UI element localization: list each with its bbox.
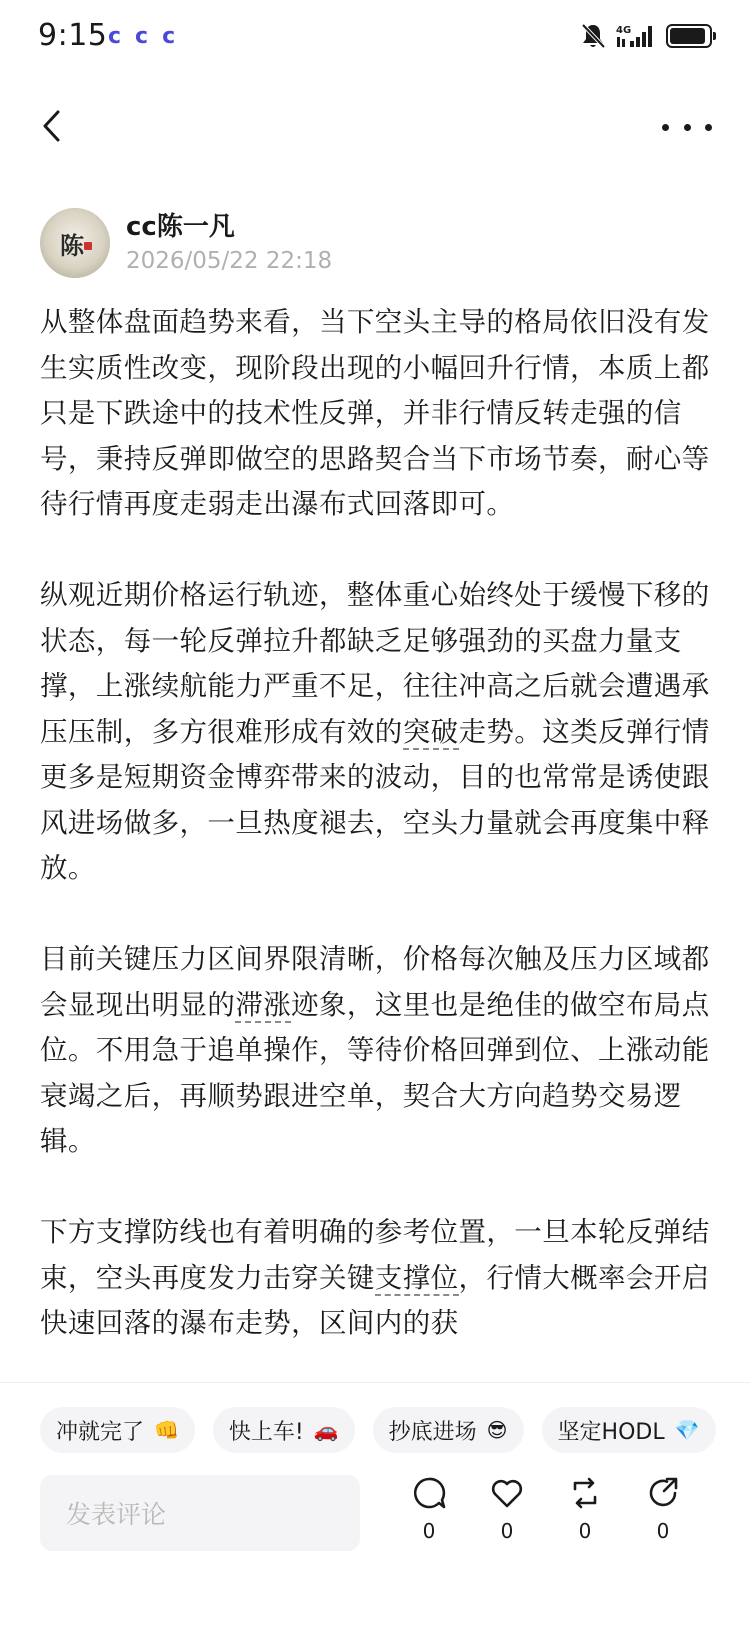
quick-reply-chips — [40, 1407, 716, 1453]
paragraph-text: ，行情大概率会开启快速回落的瀑布走势，区间内的获 — [40, 1261, 710, 1339]
keyword-link[interactable]: 突破 — [402, 715, 459, 748]
article-paragraph — [40, 573, 720, 892]
repost-button[interactable] — [546, 1475, 624, 1543]
author-name[interactable]: cc陈一凡 — [126, 212, 235, 242]
chip-label: 冲就完了 — [56, 1419, 145, 1445]
article-paragraph — [40, 1210, 720, 1347]
system-status-icons — [580, 22, 712, 50]
repost-icon — [567, 1475, 603, 1511]
status-bar — [0, 0, 750, 76]
heart-icon — [489, 1475, 525, 1511]
more-dot — [662, 124, 669, 131]
paragraph-text: 从整体盘面趋势来看，当下空头主导的格局依旧没有发生实质性改变，现阶段出现的小幅回升行情，本质上都只是下跌途中的技术性反弹，并非行情反转走强的信号，秉持反弹即做空的思路契合当下市场节奏，耐心等待行情再度走弱走出瀑布式回落即可。 — [40, 306, 710, 520]
comment-input[interactable]: 发表评论 — [40, 1475, 360, 1551]
like-count: 0 — [500, 1519, 514, 1543]
paragraph-text: 走势。这类反弹行情更多是短期资金博弈带来的波动，目的也常常是诱使跟风进场做多，一旦热度褪去，空头力量就会再度集中释放。 — [40, 715, 710, 884]
quick-reply-chip[interactable] — [213, 1407, 355, 1453]
chip-label: 坚定HODL — [557, 1419, 665, 1445]
keyword-link[interactable]: 支撑位 — [374, 1261, 459, 1294]
back-button[interactable] — [36, 106, 76, 146]
more-dot — [684, 124, 691, 131]
mute-bell-icon — [580, 22, 606, 50]
comment-count: 0 — [422, 1519, 436, 1543]
post-timestamp: 2026/05/22 22:18 — [126, 248, 333, 274]
battery-icon — [666, 24, 712, 48]
status-time: 9:15 — [38, 18, 108, 53]
chip-label: 抄底进场 — [388, 1419, 477, 1445]
avatar-seal-mark — [84, 242, 92, 250]
app-notification-icon: c — [108, 24, 122, 49]
network-label: 4G — [616, 25, 632, 36]
diamond-icon: 💎 — [674, 1418, 700, 1442]
paragraph-text: 下方支撑防线也有着明确的参考位置，一旦本轮反弹结束，空头再度发力击穿关键 — [40, 1216, 710, 1294]
chevron-left-icon — [36, 106, 76, 146]
more-dot — [705, 124, 712, 131]
share-icon — [645, 1475, 681, 1511]
fist-icon: 👊 — [154, 1418, 179, 1442]
notification-icons — [108, 26, 175, 48]
share-button[interactable] — [624, 1475, 702, 1543]
app-notification-icon: c — [162, 24, 176, 49]
article-paragraph — [40, 937, 720, 1165]
quick-reply-chip[interactable] — [40, 1407, 195, 1453]
avatar[interactable] — [40, 208, 110, 278]
article-paragraph — [40, 300, 720, 528]
more-button[interactable] — [662, 112, 712, 142]
like-button[interactable] — [468, 1475, 546, 1543]
repost-count: 0 — [578, 1519, 592, 1543]
post-actions — [390, 1475, 702, 1543]
signal-4g-icon — [616, 23, 656, 49]
app-notification-icon: c — [135, 24, 149, 49]
paragraph-text: 迹象，这里也是绝佳的做空布局点位。不用急于追单操作，等待价格回弹到位、上涨动能衰竭之后，再顺势跟进空单，契合大方向趋势交易逻辑。 — [40, 988, 710, 1157]
car-icon: 🚗 — [313, 1418, 339, 1442]
share-count: 0 — [656, 1519, 670, 1543]
keyword-link[interactable]: 滞涨 — [235, 988, 292, 1021]
comment-bubble-icon — [411, 1475, 447, 1511]
comment-button[interactable] — [390, 1475, 468, 1543]
article-body — [40, 300, 720, 1380]
quick-reply-chip[interactable] — [542, 1407, 716, 1453]
quick-reply-chip[interactable] — [373, 1407, 524, 1453]
paragraph-text: 目前关键压力区间界限清晰，价格每次触及压力区域都会显现出明显的 — [40, 943, 710, 1021]
sunglasses-face-icon: 😎 — [486, 1418, 508, 1442]
paragraph-text: 纵观近期价格运行轨迹，整体重心始终处于缓慢下移的状态，每一轮反弹拉升都缺乏足够强劲的买盘力量支撑，上涨续航能力严重不足，往往冲高之后就会遭遇承压压制，多方很难形成有效的 — [40, 579, 710, 748]
avatar-calligraphy: 陈 — [60, 231, 84, 260]
chip-label: 快上车! — [228, 1419, 304, 1445]
bottom-action-bar — [0, 1382, 750, 1650]
